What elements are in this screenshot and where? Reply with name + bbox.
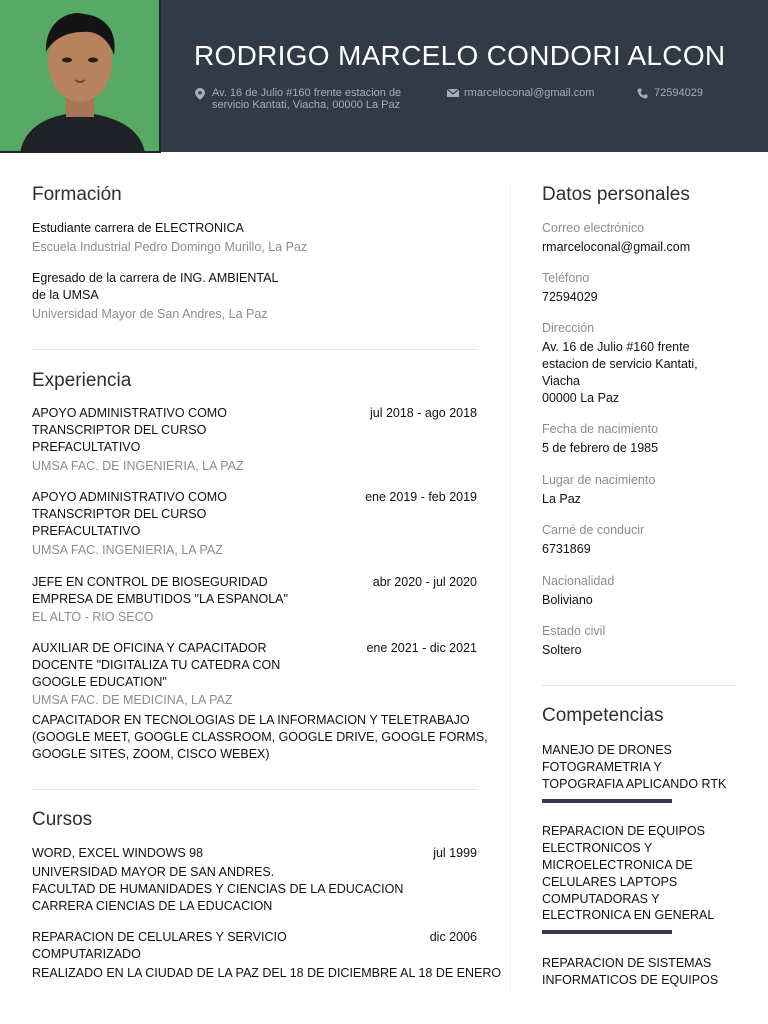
profile-photo [0, 0, 161, 153]
license-label: Carné de conducir [542, 523, 645, 537]
section-title-competencias: Competencias [542, 705, 664, 726]
section-title-formacion: Formación [32, 184, 122, 205]
course-title: WORD, EXCEL WINDOWS 98 [32, 846, 204, 860]
experience-date: abr 2020 - jul 2020 [372, 575, 477, 589]
address-value: estacion de servicio Kantati, [542, 357, 698, 371]
skill-name: COMPUTADORAS Y [542, 892, 660, 906]
skill-name: TOPOGRAFIA APLICANDO RTK [542, 777, 727, 791]
skill-level-bar [542, 930, 672, 934]
experience-role: PREFACULTATIVO [32, 440, 141, 454]
marital-status-value: Soltero [542, 643, 582, 657]
formacion-degree: Egresado de la carrera de ING. AMBIENTAL [32, 271, 279, 285]
skill-name: REPARACION DE EQUIPOS [542, 824, 705, 838]
map-pin-icon [195, 88, 205, 103]
experience-role: JEFE EN CONTROL DE BIOSEGURIDAD [32, 575, 268, 589]
experience-date: ene 2021 - dic 2021 [366, 641, 477, 655]
email-text: rmarceloconal@gmail.com [464, 87, 595, 99]
experience-role: EMPRESA DE EMBUTIDOS "LA ESPANOLA" [32, 592, 288, 606]
column-divider [510, 183, 511, 993]
experience-place: UMSA FAC. DE MEDICINA, LA PAZ [32, 693, 233, 707]
experience-description: GOOGLE SITES, ZOOM, CISCO WEBEX) [32, 747, 270, 761]
skill-name: INFORMATICOS DE EQUIPOS [542, 973, 719, 987]
course-detail: UNIVERSIDAD MAYOR DE SAN ANDRES. [32, 865, 275, 879]
birthplace-value: La Paz [542, 492, 581, 506]
phone-icon [637, 88, 648, 102]
course-date: jul 1999 [433, 846, 477, 860]
address-value: Av. 16 de Julio #160 frente [542, 340, 690, 354]
experience-role: GOOGLE EDUCATION" [32, 675, 167, 689]
nationality-label: Nacionalidad [542, 574, 615, 588]
experience-role: APOYO ADMINISTRATIVO COMO [32, 406, 227, 420]
address-line-1: Av. 16 de Julio #160 frente estacion de [212, 87, 402, 99]
course-detail: REALIZADO EN LA CIUDAD DE LA PAZ DEL 18 DE DICIEMBRE AL 18 DE ENERO [32, 966, 502, 980]
phone-label: Teléfono [542, 271, 590, 285]
skill-name: ELECTRONICA EN GENERAL [542, 908, 715, 922]
nationality-value: Boliviano [542, 593, 593, 607]
email-label: Correo electrónico [542, 221, 645, 235]
marital-status-label: Estado civil [542, 624, 606, 638]
experience-role: AUXILIAR DE OFICINA Y CAPACITADOR [32, 641, 267, 655]
course-detail: CARRERA CIENCIAS DE LA EDUCACION [32, 899, 273, 913]
address-label: Dirección [542, 321, 595, 335]
skill-level-bar [542, 799, 672, 803]
section-title-cursos: Cursos [32, 809, 93, 830]
course-title: REPARACION DE CELULARES Y SERVICIO [32, 930, 287, 944]
experience-place: UMSA FAC. DE INGENIERIA, LA PAZ [32, 459, 244, 473]
formacion-degree: de la UMSA [32, 288, 99, 302]
experience-role: TRANSCRIPTOR DEL CURSO [32, 423, 207, 437]
section-title-datos-personales: Datos personales [542, 184, 690, 205]
experience-description: CAPACITADOR EN TECNOLOGIAS DE LA INFORMACION Y TELETRABAJO [32, 713, 470, 727]
skill-level-fill [542, 799, 672, 803]
section-title-experiencia: Experiencia [32, 370, 132, 391]
phone-value: 72594029 [542, 290, 598, 304]
experience-date: ene 2019 - feb 2019 [365, 490, 477, 504]
email-value[interactable]: rmarceloconal@gmail.com [542, 240, 691, 254]
license-value: 6731869 [542, 542, 591, 556]
course-title: COMPUTARIZADO [32, 947, 141, 961]
skill-name: MICROELECTRONICA DE [542, 858, 693, 872]
experience-place: UMSA FAC. INGENIERIA, LA PAZ [32, 543, 223, 557]
skill-name: FOTOGRAMETRIA Y [542, 760, 662, 774]
address-line-2: servicio Kantati, Viacha, 00000 La Paz [212, 99, 401, 111]
experience-description: (GOOGLE MEET, GOOGLE CLASSROOM, GOOGLE DRIVE, GOOGLE FORMS, [32, 730, 488, 744]
address-value: Viacha [542, 374, 580, 388]
birthplace-label: Lugar de nacimiento [542, 473, 656, 487]
section-divider [32, 349, 478, 350]
section-divider [542, 685, 736, 686]
course-detail: FACULTAD DE HUMANIDADES Y CIENCIAS DE LA EDUCACION [32, 882, 404, 896]
phone-text: 72594029 [654, 87, 703, 99]
skill-name: REPARACION DE SISTEMAS [542, 956, 712, 970]
skill-name: MANEJO DE DRONES [542, 743, 672, 757]
experience-place: EL ALTO - RIO SECO [32, 610, 154, 624]
experience-role: DOCENTE "DIGITALIZA TU CATEDRA CON [32, 658, 281, 672]
course-date: dic 2006 [429, 930, 477, 944]
formacion-school: Escuela Industrial Pedro Domingo Murillo, La Paz [32, 240, 308, 254]
header-email[interactable] [447, 87, 594, 99]
candidate-name: RODRIGO MARCELO CONDORI ALCON [194, 40, 726, 71]
skill-name: CELULARES LAPTOPS [542, 875, 678, 889]
envelope-icon [447, 88, 459, 101]
experience-role: PREFACULTATIVO [32, 524, 141, 538]
skill-name: ELECTRONICOS Y [542, 841, 653, 855]
section-divider [32, 789, 478, 790]
formacion-school: Universidad Mayor de San Andres, La Paz [32, 307, 268, 321]
header-phone[interactable] [637, 87, 703, 99]
experience-role: APOYO ADMINISTRATIVO COMO [32, 490, 227, 504]
experience-date: jul 2018 - ago 2018 [369, 406, 477, 420]
birthdate-label: Fecha de nacimiento [542, 422, 659, 436]
skill-level-fill [542, 930, 672, 934]
experience-role: TRANSCRIPTOR DEL CURSO [32, 507, 207, 521]
header-address [195, 87, 440, 111]
birthdate-value: 5 de febrero de 1985 [542, 441, 659, 455]
formacion-degree: Estudiante carrera de ELECTRONICA [32, 221, 244, 235]
address-value: 00000 La Paz [542, 391, 620, 405]
